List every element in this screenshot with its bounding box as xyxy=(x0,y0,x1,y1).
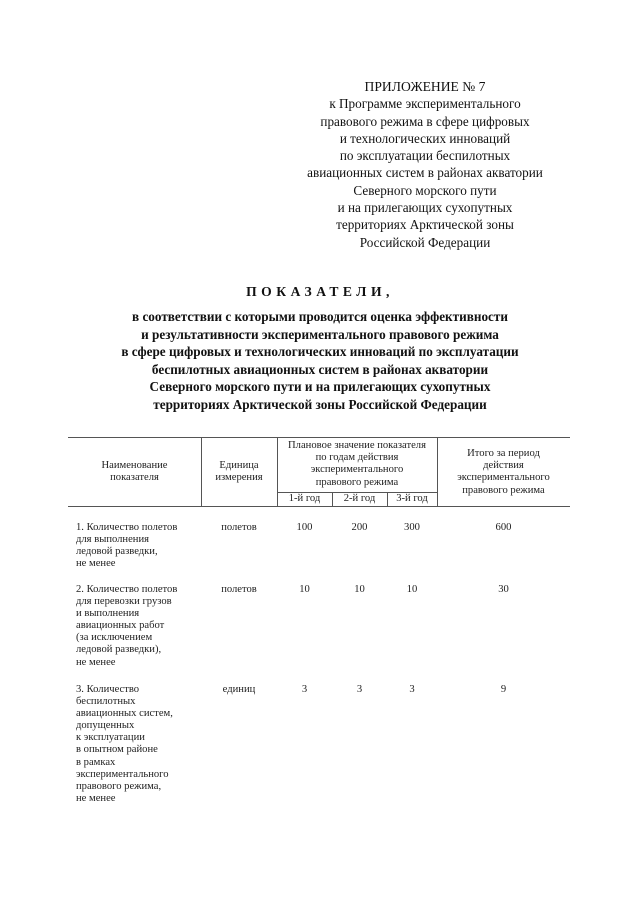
subtitle-line: Северного морского пути и на прилегающих сухопутных xyxy=(149,379,491,394)
appendix-line: территориях Арктической зоны xyxy=(336,217,514,233)
subtitle-line: в сфере цифровых и технологических инноваций по эксплуатации xyxy=(121,344,519,359)
header-unit: Единица измерения xyxy=(215,460,263,484)
header-total: Итого за период действия экспериментального правового режима xyxy=(457,448,550,496)
subtitle-line: и результативности экспериментального правового режима xyxy=(141,326,499,342)
header-year-1: 1-й год xyxy=(288,493,321,504)
row-2-year-1: 10 xyxy=(299,584,310,595)
subtitle-line: территориях Арктической зоны Российской Федерации xyxy=(153,396,487,412)
row-1-unit: полетов xyxy=(221,522,257,533)
row-1-year-1: 100 xyxy=(296,522,313,533)
header-year-2: 2-й год xyxy=(343,493,376,504)
appendix-line: Северного морского пути xyxy=(353,182,497,198)
row-1-year-2: 200 xyxy=(351,522,368,533)
header-planned: Плановое значение показателя по годам действия экспериментального правового режима xyxy=(288,440,426,488)
row-3-year-2: 3 xyxy=(356,684,363,695)
row-3-year-3: 3 xyxy=(409,684,415,695)
row-2-unit: полетов xyxy=(221,584,257,595)
row-2-year-2: 10 xyxy=(354,584,365,595)
row-1-total: 600 xyxy=(495,522,512,533)
row-1-name: 1. Количество полетов для выполнения ледовой разведки, не менее xyxy=(76,522,178,570)
table-header-bottom-rule xyxy=(68,506,570,507)
row-2-year-3: 10 xyxy=(406,584,418,595)
table-top-rule xyxy=(68,437,570,438)
appendix-line: правового режима в сфере цифровых xyxy=(320,113,530,129)
appendix-line: к Программе экспериментального xyxy=(329,96,521,112)
row-3-unit: единиц xyxy=(222,684,256,695)
row-2-total: 30 xyxy=(498,584,509,595)
appendix-line: авиационных систем в районах акватории xyxy=(307,165,543,181)
row-3-name: 3. Количество беспилотных авиационных систем, допущенных к эксплуатации в опытном районе в рамках экспериментального правового режима, не менее xyxy=(76,684,173,804)
row-3-total: 9 xyxy=(500,684,507,695)
appendix-line: и технологических инноваций xyxy=(339,130,511,146)
document-heading: ПОКАЗАТЕЛИ, xyxy=(246,284,394,299)
header-year-3: 3-й год xyxy=(396,493,428,504)
appendix-line: и на прилегающих сухопутных xyxy=(337,200,513,216)
row-2-name: 2. Количество полетов для перевозки грузов и выполнения авиационных работ (за исключением ледовой разведки), не менее xyxy=(76,584,178,668)
appendix-title: ПРИЛОЖЕНИЕ № 7 xyxy=(364,79,486,94)
row-3-year-1: 3 xyxy=(301,684,308,695)
header-name: Наименование показателя xyxy=(101,460,168,484)
subtitle-line: беспилотных авиационных систем в районах акватории xyxy=(151,361,489,377)
row-1-year-3: 300 xyxy=(404,522,420,533)
appendix-line: Российской Федерации xyxy=(359,234,491,250)
appendix-line: по эксплуатации беспилотных xyxy=(339,148,511,164)
subtitle-line: в соответствии с которыми проводится оценка эффективности xyxy=(132,309,508,324)
